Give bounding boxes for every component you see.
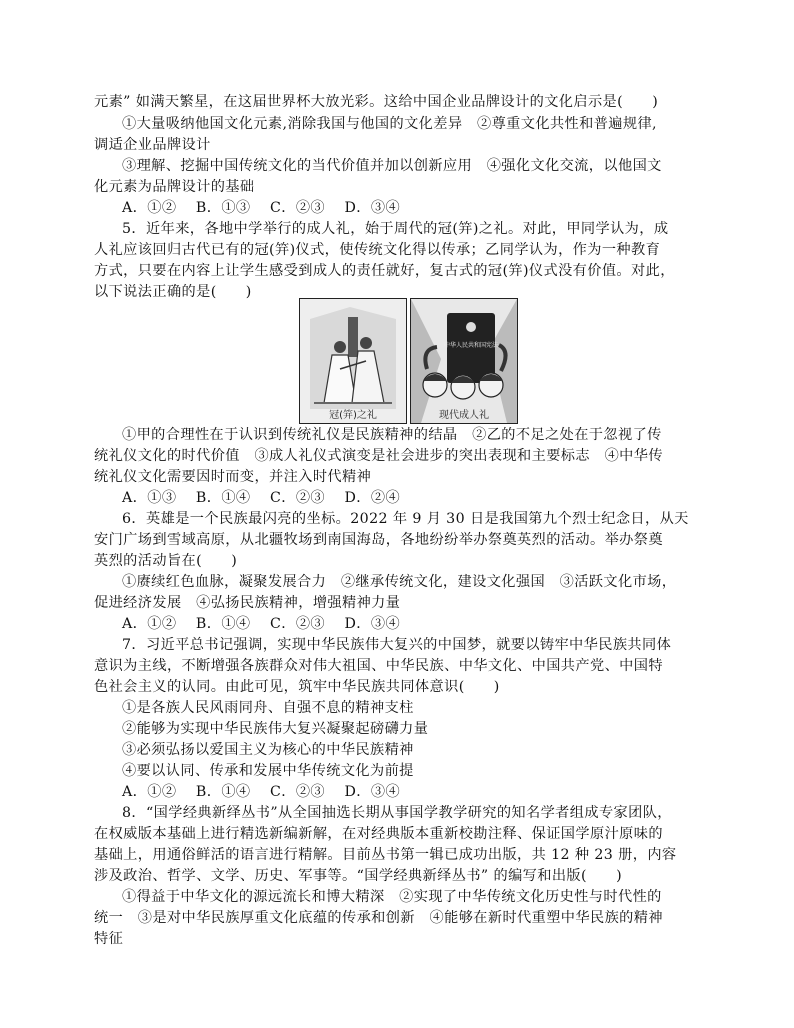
text-line: ①甲的合理性在于认识到传统礼仪是民族精神的结晶 ②乙的不足之处在于忽视了传 (122, 427, 662, 443)
text-line: 意识为主线，不断增强各族群众对伟大祖国、中华民族、中华文化、中国共产党、中国特 (94, 658, 663, 674)
text-line: ①赓续红色血脉，凝聚发展合力 ②继承传统文化，建设文化强国 ③活跃文化市场， (122, 574, 677, 590)
text-line: 元素” 如满天繁星，在这届世界杯大放光彩。这给中国企业品牌设计的文化启示是( ) (94, 94, 659, 110)
text-line: 统礼仪文化需要因时而变，并注入时代精神 (94, 469, 372, 485)
text-line: ②能够为实现中华民族伟大复兴凝聚起磅礴力量 (122, 721, 429, 737)
question-7-text: 7．习近平总书记强调，实现中华民族伟大复兴的中国梦，就要以铸牢中华民族共同体 (122, 637, 672, 653)
ancient-ceremony-drawing (300, 299, 406, 423)
figure-caption-right: 现代成人礼 (439, 410, 489, 421)
text-line: 在权威版本基础上进行精选新编新解，在对经典版本重新校勘注释、保证国学原汁原味的 (94, 826, 663, 842)
text-line: 促进经济发展 ④弘扬民族精神，增强精神力量 (94, 595, 401, 611)
text-line: 统礼仪文化的时代价值 ③成人礼仪式演变是社会进步的突出表现和主要标志 ④中华传 (94, 448, 663, 464)
text-line: 涉及政治、哲学、文学、历史、军事等。“国学经典新绎丛书” 的编写和出版( ) (94, 868, 623, 884)
text-line: 调适企业品牌设计 (94, 137, 211, 153)
ancient-ceremony-illustration (299, 298, 407, 424)
modern-ceremony-illustration (410, 298, 518, 424)
text-line: 色社会主义的认同。由此可见，筑牢中华民族共同体意识( ) (94, 679, 500, 695)
question-8-text: 8．“国学经典新绎丛书”从全国抽选长期从事国学教学研究的知名学者组成专家团队， (122, 805, 672, 821)
book-title-text: 中华人民共和国宪法 (443, 342, 499, 349)
text-line: ①得益于中华文化的源远流长和博大精深 ②实现了中华传统文化历史性与时代性的 (122, 889, 662, 905)
answer-options: A．①③ B．①④ C．②③ D．②④ (122, 490, 401, 506)
answer-options: A．①② B．①④ C．②③ D．③④ (122, 616, 401, 632)
text-line: ①是各族人民风雨同舟、自强不息的精神支柱 (122, 700, 414, 716)
text-line: ④要以认同、传承和发展中华传统文化为前提 (122, 763, 414, 779)
text-line: 特征 (94, 931, 124, 947)
modern-ceremony-drawing (411, 299, 517, 423)
text-line: 化元素为品牌设计的基础 (94, 179, 255, 195)
text-line: ③理解、挖掘中国传统文化的当代价值并加以创新应用 ④强化文化交流，以他国文 (122, 158, 662, 174)
answer-options: A．①② B．①③ C．②③ D．③④ (122, 200, 401, 216)
question-5-text: 5．近年来，各地中学举行的成人礼，始于周代的冠(笄)之礼。对此，甲同学认为，成 (122, 221, 669, 237)
question-6-text: 6．英雄是一个民族最闪亮的坐标。2022 年 9 月 30 日是我国第九个烈士纪念日，从天 (122, 511, 689, 527)
text-line: 英烈的活动旨在( ) (94, 553, 238, 569)
text-line: ①大量吸纳他国文化元素,消除我国与他国的文化差异 ②尊重文化共性和普遍规律, (122, 116, 657, 132)
text-line: 安门广场到雪域高原，从北疆牧场到南国海岛，各地纷纷举办祭奠英烈的活动。举办祭奠 (94, 532, 663, 548)
text-line: 人礼应该回归古代已有的冠(笄)仪式，使传统文化得以传承；乙同学认为，作为一种教育 (94, 242, 661, 258)
text-line: 基础上，用通俗鲜活的语言进行精解。目前丛书第一辑已成功出版，共 12 种 23 册，内容 (94, 847, 677, 863)
text-line: 以下说法正确的是( ) (94, 284, 252, 300)
figure-caption-left: 冠(笄)之礼 (329, 410, 377, 421)
text-line: ③必须弘扬以爱国主义为核心的中华民族精神 (122, 742, 414, 758)
answer-options: A．①② B．①④ C．②③ D．③④ (122, 784, 401, 800)
text-line: 方式，只要在内容上让学生感受到成人的责任就好，复古式的冠(笄)仪式没有价值。对此， (94, 263, 675, 279)
text-line: 统一 ③是对中华民族厚重文化底蕴的传承和创新 ④能够在新时代重塑中华民族的精神 (94, 910, 663, 926)
